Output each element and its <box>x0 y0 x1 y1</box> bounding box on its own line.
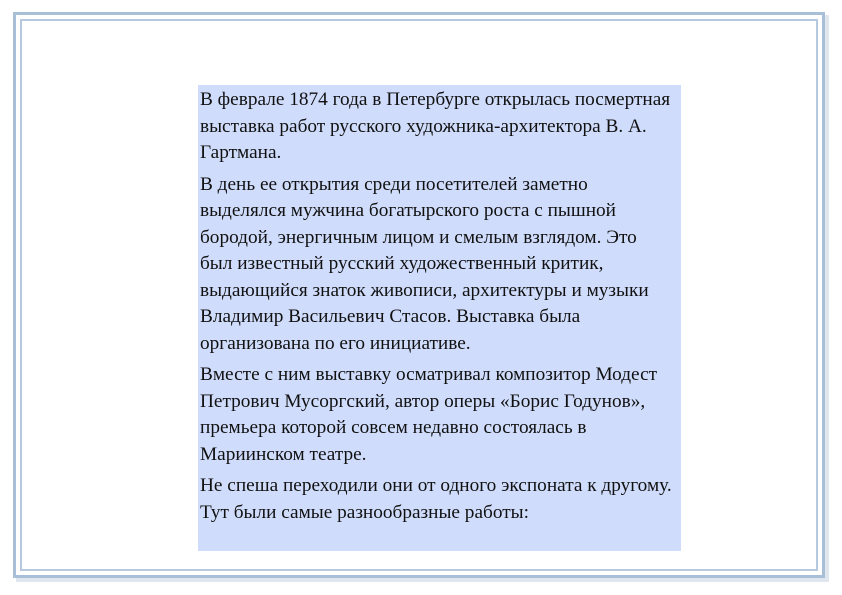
paragraph-1: В феврале 1874 года в Петербурге открылась посмертная выставка работ русского художника-архитектора В. А. Гартмана. <box>200 89 671 163</box>
paragraph-2: В день ее открытия среди посетителей заметно выделялся мужчина богатырского роста с пышной бородой, энергичным лицом и смелым взглядом. Это был известный русский художественный критик, выдающийся знаток живописи, архитектуры и музыки Владимир Васильевич Стасов. Выставка была организована по его инициативе. <box>200 173 649 354</box>
frame-shadow-bottom <box>16 578 828 582</box>
paragraph-3: Вместе с ним выставку осматривал композитор Модест Петрович Мусоргский, автор оперы «Борис Годунов», премьера которой совсем недавно состоялась в Мариинском театре. <box>200 364 658 465</box>
frame-shadow-right <box>825 15 829 582</box>
paragraph-4: Не спеша переходили они от одного экспоната к другому. Тут были самые разнообразные работы: <box>200 475 672 523</box>
text-box[interactable] <box>198 85 681 551</box>
